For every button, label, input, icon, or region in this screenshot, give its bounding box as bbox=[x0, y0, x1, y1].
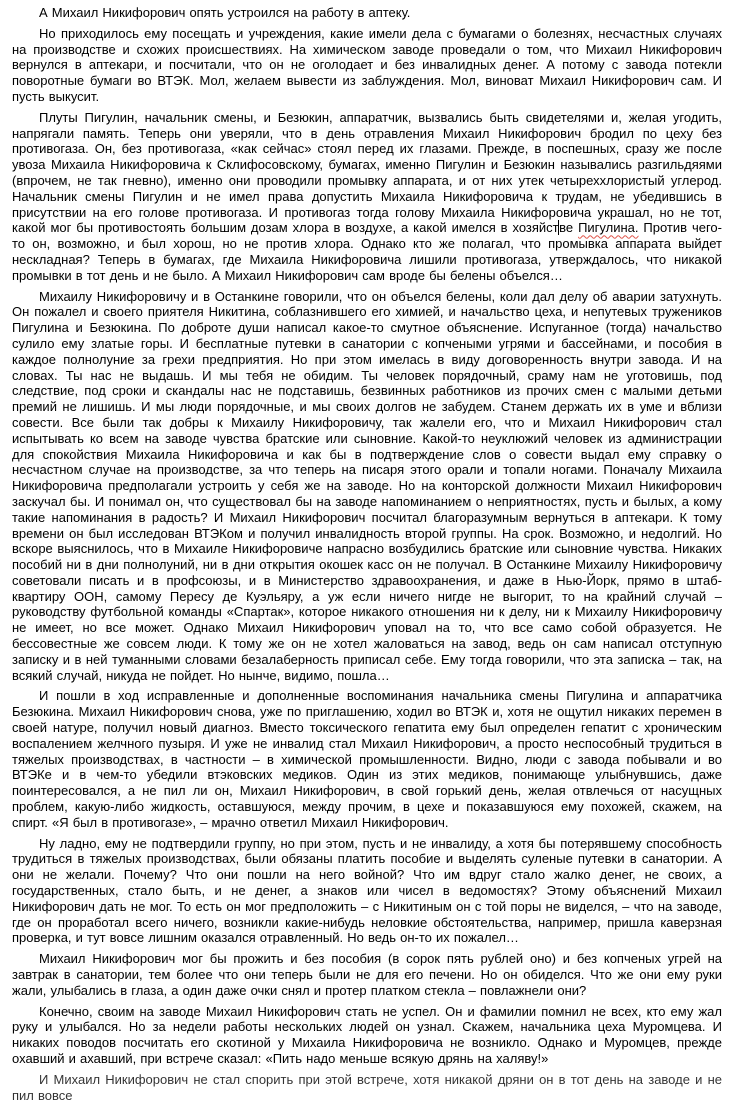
paragraph[interactable]: Михаилу Никифоровичу и в Останкине говорили, что он объелся белены, коли дал делу об аварии затухнуть. Он пожалел и своего приятеля Никитина, соблазнившего его химией, и начальство цеха, и непутевых тружеников Пигулина и Безюкина. По доброте души написал какое-то смутное объяснение. Испуганное (тогда) начальство сулило ему златые горы. И бесплатные путевки в санатории с копчеными угрями и бассейнами, и пособия в каждое полнолуние за грехи предприятия. Но при этом имелась в виду договоренность внутри завода. И на словах. Ты нас не выдашь. И мы тебя не обидим. Ты человек порядочный, сраму нам не уготовишь, под следствие, под сроки и скандалы нас не подставишь, безвинных работников из прочих смен с малыми детьми премий не лишишь. И мы люди порядочные, и мы своих долгов не забудем. Станем держать их в уме и вблизи совести. Все были так добры к Михаилу Никифоровичу, так жалели его, что и Михаил Никифорович стал испытывать ко всем на заводе чувства братские или сыновние. Какой-то неуклюжий человек из администрации для спокойствия Михаила Никифоровича и как бы в подтверждение слов о совести выдал ему справку о несчастном случае на производстве, за что теперь на писаря этого орали и топали ногами. Поначалу Михаила Никифоровича предполагали устроить у себя же на заводе. Но на конторской должности Михаил Никифорович заскучал бы. И понимал он, что существовал бы на заводе напоминанием о неприятностях, пусть и былых, а кому такие напоминания в радость? И Михаил Никифорович посчитал благоразумным вернуться в аптекари. К тому времени он был исследован ВТЭКом и получил инвалидность второй группы. На срок. Возможно, и недолгий. Но вскоре выяснилось, что в Михаиле Никифоровиче напрасно возбудились братские или сыновние чувства. Никаких пособий ни в дни полнолуний, ни в дни открытия окошек касс он не получал. В Останкине Михаилу Никифоровичу советовали писать и в профсоюзы, и в Министерство здравоохранения, и даже в Нью-Йорк, прямо в штаб-квартиру ООН, самому Пересу де Куэльяру, а уж если ничего нигде не выгорит, то на крайний случай – руководству футбольной команды «Спартак», которое никакого отношения ни к делу, ни к Михаилу Никифоровичу не имеет, но все может. Однако Михаил Никифорович уповал на то, что все само собой образуется. Не бессовестные же совсем люди. К тому же он не хотел жаловаться на завод, ведь он сам написал отступную записку и в ней туманными словами безалаберность приписал себе. Ему тогда говорили, что эта записка – так, на всякий случай, никуда не пойдет. Но нынче, видимо, пошла… bbox=[12, 288, 722, 683]
clipped-next-line: И Михаил Никифорович не стал спорить при этой встрече, хотя никакой дряни он в тот день на заводе и не пил вовсе bbox=[12, 1071, 722, 1103]
misspelled-word[interactable]: Пигулина. bbox=[578, 220, 639, 236]
paragraph[interactable]: Но приходилось ему посещать и учреждения, какие имели дела с бумагами о болезнях, несчастных случаях на производстве и схожих происшествиях. На химическом заводе проведали о том, что Михаил Никифорович вернулся в аптекари, и посчитали, что он не оголодает и без инвалидных денег. А потому с завода потекли поворотные бумаги во ВТЭК. Мол, желаем вывести из заблуждения. Мол, виноват Михаил Никифорович сам. И пусть выкусит. bbox=[12, 25, 722, 104]
paragraph[interactable]: Ну ладно, ему не подтвердили группу, но при этом, пусть и не инвалиду, а хотя бы потерявшему способность трудиться в тяжелых производствах, были обязаны платить пособие и выделять суленые путевки в санатории. А они не желали. Почему? Что они пошли на него войной? Что им вдруг стало жалко денег, не своих, а государственных, стало быть, и не денег, а знаков или чисел в ведомостях? Этому объяснений Михаил Никифорович дать не мог. То есть он мог предположить – с Никитиным он с той поры не виделся, – что на заводе, где он проработал всего ничего, возникли какие-нибудь неловкие обстоятельства, например, пришла каверзная проверка, и тут вовсе лишним оказался отравленный. Но ведь он-то их пожалел… bbox=[12, 835, 722, 946]
paragraph[interactable]: И пошли в ход исправленные и дополненные воспоминания начальника смены Пигулина и аппаратчика Безюкина. Михаил Никифорович снова, уже по приглашению, ходил во ВТЭК и, хотя не ощутил никаких перемен в своей натуре, получил новый диагноз. Вместо токсического гепатита ему был определен гепатит с хроническим воспалением желчного пузыря. И уже не инвалид стал Михаил Никифорович, а просто неспособный трудиться в тяжелых производствах, в частности – в химической промышленности. Видно, люди с завода побывали и во ВТЭКе и в чем-то убедили втэковских медиков. Один из этих медиков, понимающе улыбнувшись, даже поинтересовался, а не пил ли он, Михаил Никифорович, в свой горький день, желая отвлечься от насущных проблем, какую-либо жидкость, оставшуюся, между прочим, в цехе и показавшуюся ему похожей, скажем, на спирт. «Я был в противогазе», – мрачно ответил Михаил Никифорович. bbox=[12, 688, 722, 830]
paragraph[interactable]: Конечно, своим на заводе Михаил Никифорович стать не успел. Он и фамилии помнил не всех, кто ему жал руку и улыбался. Но за недели работы нескольких людей он узнал. Скажем, начальника цеха Муромцева. И никаких поводов посчитать его скотиной у Михаила Никифоровича не возникло. Однако и Муромцев, прежде охавший и ахавший, при встрече сказал: «Пить надо меньше всякую дрянь на халяву!» bbox=[12, 1003, 722, 1066]
paragraph[interactable]: Плуты Пигулин, начальник смены, и Безюкин, аппаратчик, вызвались быть свидетелями и, желая угодить, напрягали память. Теперь они уверяли, что в день отравления Михаил Никифорович бродил по цеху без противогаза. Он, без противогаза, «как сейчас» стоял перед их глазами. Прежде, в поспешных, сразу же после увоза Михаила Никифоровича к Склифосовскому, бумагах, именно Пигулин и Безюкин назывались разгильдяями (впрочем, не так гневно), именно они проводили промывку аппарата, и от них утек четыреххлористый углерод. Начальник смены Пигулин и не имел права допустить Михаила Никифоровича к трудам, не убедившись в присутствии на его голове противогаза. И противогаз тогда голову Михаила Никифоровича украшал, но не тот, какой мог бы противостоять большим дозам хлора в воздухе, а какой имелся в хозяйстве Пигулина. Против чего-то он, возможно, и был хорош, но не против хлора. Однако кто же полагал, что промывка аппарата выйдет нескладная? Теперь в бумагах, где Михаила Никифоровича лишили противогаза, утверждалось, что никакой промывки в тот день и не было. А Михаил Никифорович сам вроде бы белены объелся… bbox=[12, 109, 722, 283]
text-cursor-caret bbox=[558, 220, 559, 235]
paragraph[interactable]: Михаил Никифорович мог бы прожить и без пособия (в сорок пять рублей оно) и без копченых угрей на завтрак в санатории, тем более что они теперь были не для его печени. Но он обиделся. Что же они ему руки жали, улыбались в глаза, а один даже очки снял и протер платком стекла – повлажнели они? bbox=[12, 951, 722, 998]
paragraph[interactable]: А Михаил Никифорович опять устроился на работу в аптеку. bbox=[39, 5, 411, 20]
